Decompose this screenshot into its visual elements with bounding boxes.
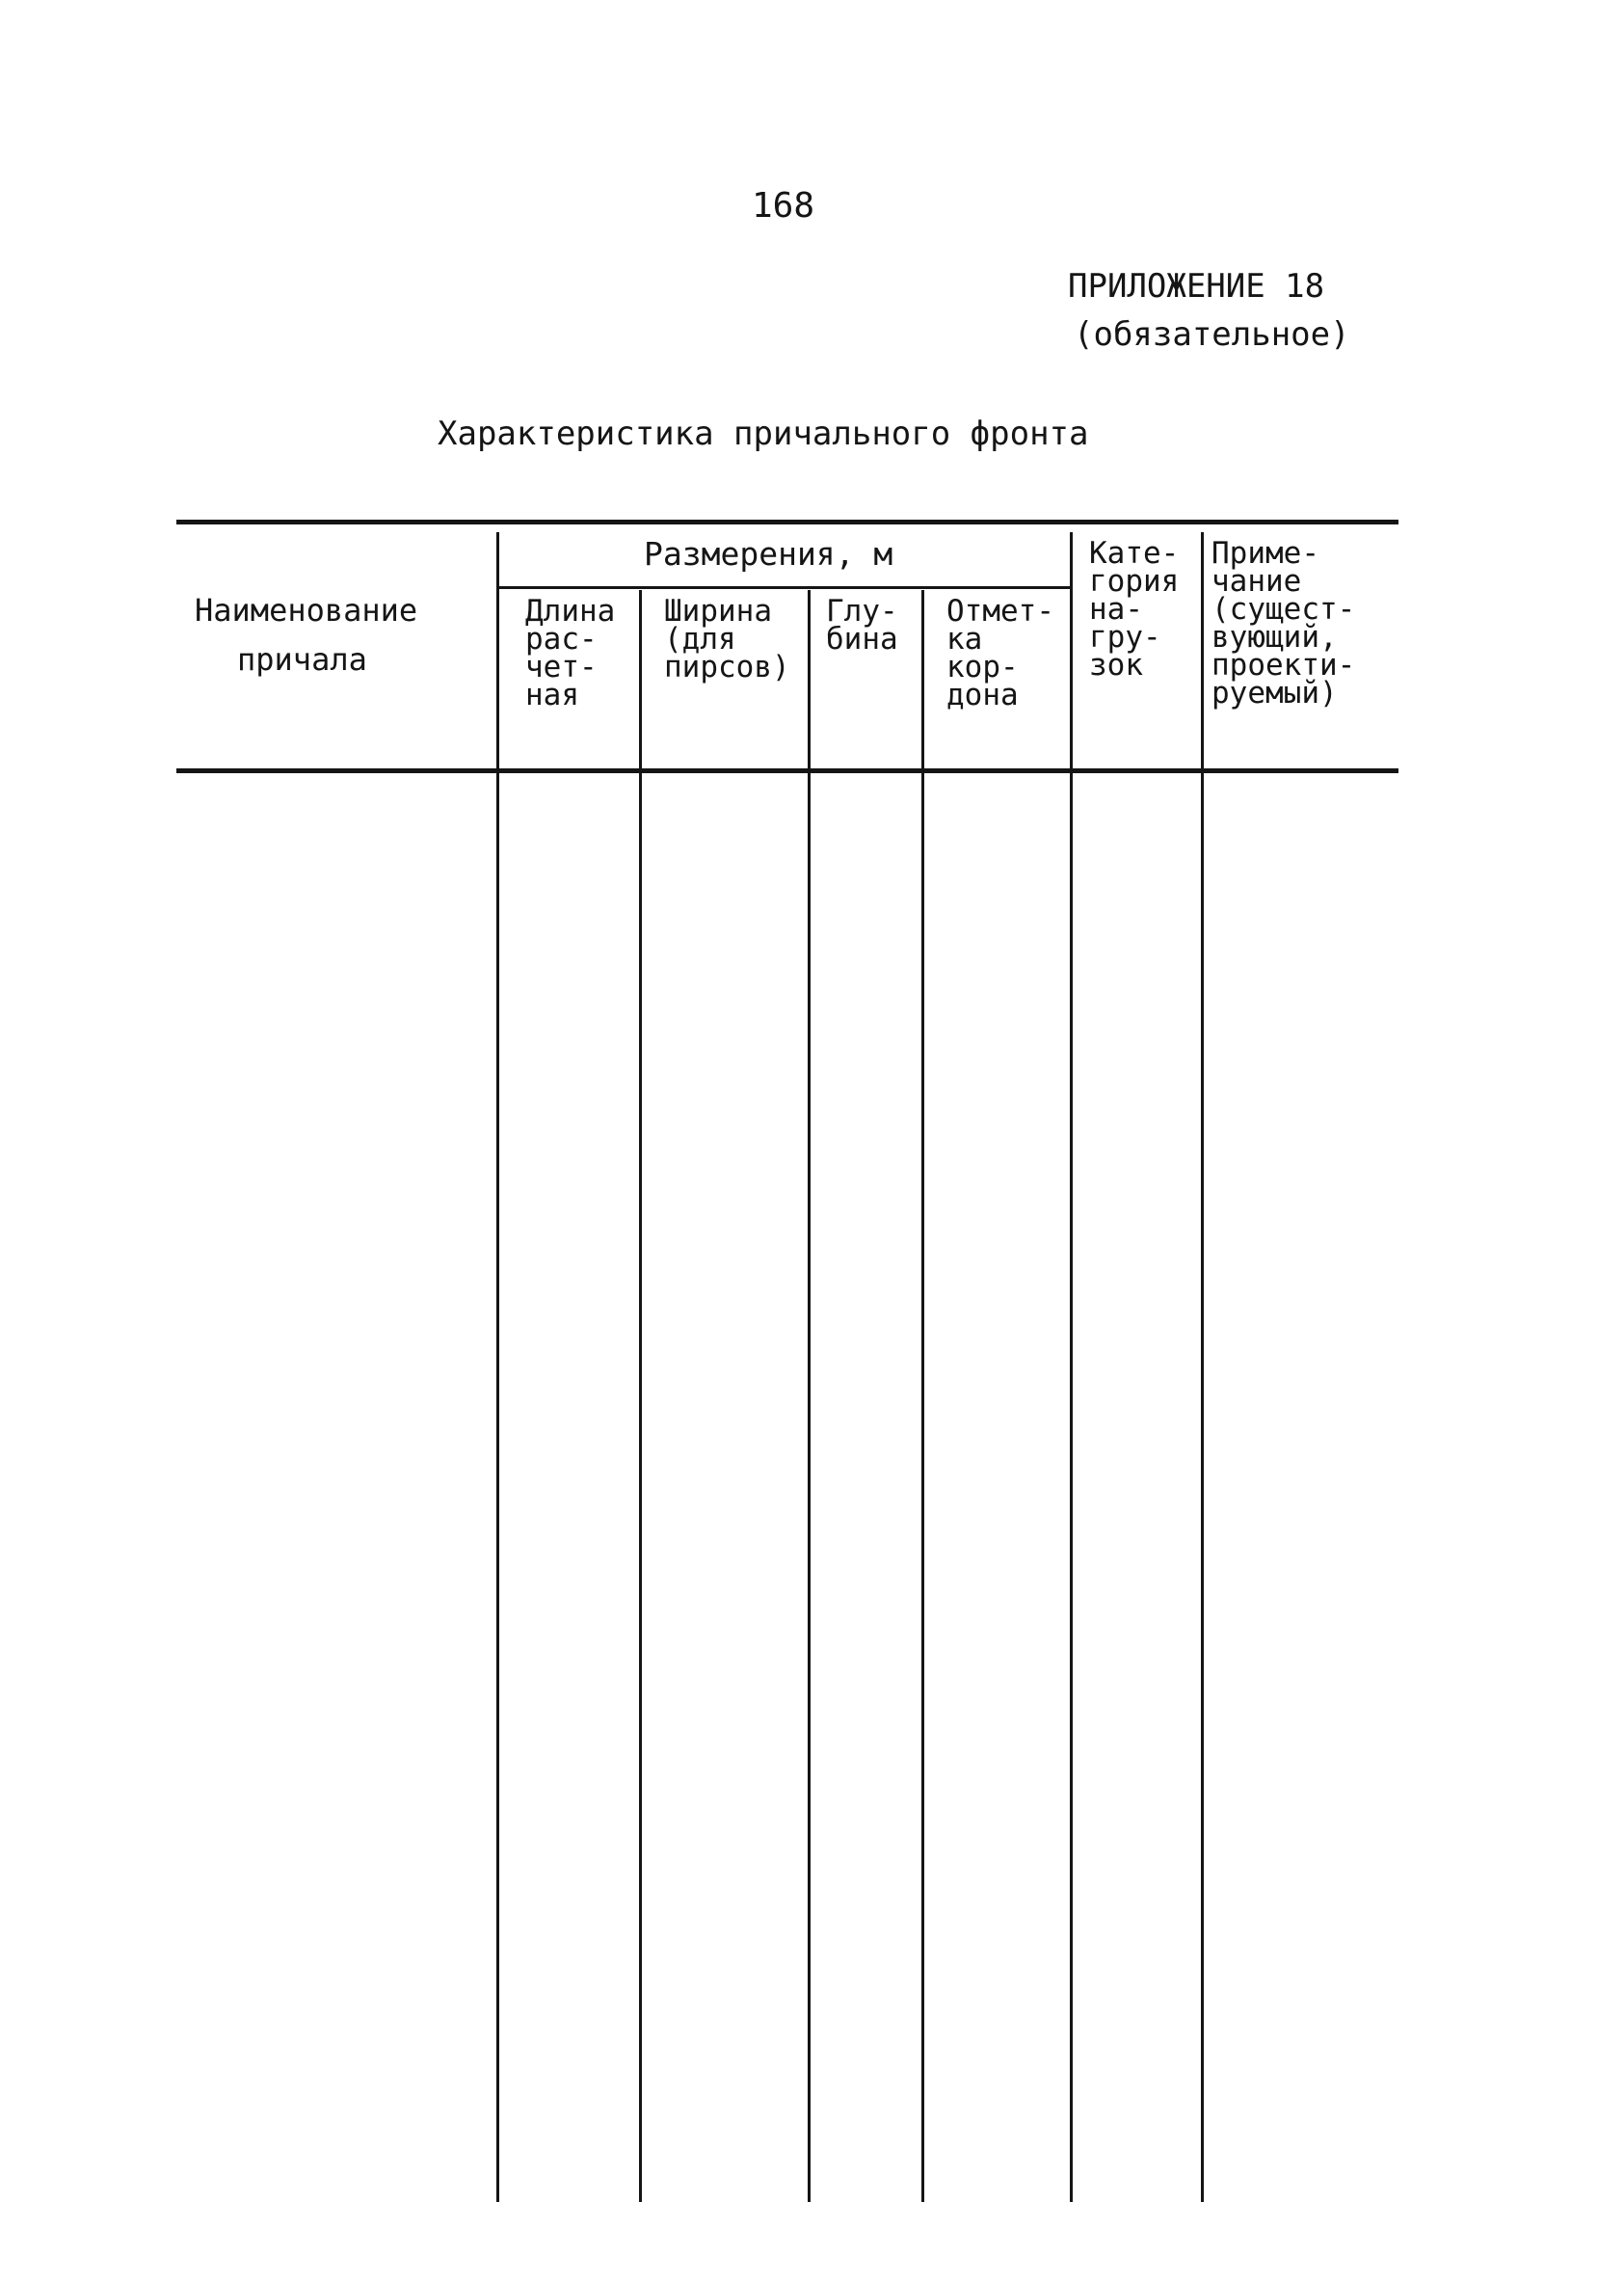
header-depth <box>826 594 898 657</box>
header-line: проекти- <box>1211 648 1356 683</box>
header-line: ка <box>946 622 983 657</box>
header-line: Глу- <box>826 594 898 629</box>
column-divider-5 <box>1070 532 1073 2202</box>
header-line: гория <box>1089 564 1180 599</box>
header-line: Приме- <box>1211 536 1319 571</box>
header-line: бина <box>826 622 898 657</box>
header-line: (для <box>664 622 736 657</box>
header-line: чет- <box>525 650 598 685</box>
header-line: Кате- <box>1089 536 1180 571</box>
header-line: ная <box>525 678 579 712</box>
appendix-label <box>1068 262 1350 359</box>
document-title: Характеристика причального фронта <box>438 415 1089 453</box>
column-divider-6 <box>1201 532 1204 2202</box>
column-divider-3 <box>808 590 811 2202</box>
page-number: 168 <box>752 186 815 226</box>
header-cordon-mark <box>946 594 1054 712</box>
header-pier-width <box>664 594 790 685</box>
header-bottom-rule <box>176 768 1398 773</box>
header-line: на- <box>1089 592 1143 627</box>
header-berth-name <box>195 586 417 685</box>
column-divider-1 <box>496 532 499 2202</box>
header-line: чание <box>1211 564 1302 599</box>
table-top-rule <box>176 520 1398 524</box>
header-line: гру- <box>1089 620 1161 655</box>
header-note <box>1211 536 1356 711</box>
header-line: Ширина <box>664 594 772 629</box>
column-divider-4 <box>921 590 924 2202</box>
header-line: пирсов) <box>664 650 790 685</box>
header-line: Наименование <box>195 592 418 629</box>
header-line: Длина <box>525 594 616 629</box>
header-line: дона <box>946 678 1019 712</box>
column-divider-2 <box>639 590 642 2202</box>
appendix-status: (обязательное) <box>1074 315 1350 354</box>
header-line: рас- <box>525 622 598 657</box>
header-line: (сущест- <box>1211 592 1356 627</box>
header-load-category <box>1089 536 1180 683</box>
header-line: кор- <box>946 650 1019 685</box>
header-line: зок <box>1089 648 1143 683</box>
header-line: вующий, <box>1211 620 1338 655</box>
header-line: руемый) <box>1211 676 1338 711</box>
header-dimensions-group: Размерения, м <box>644 535 893 573</box>
header-line: Отмет- <box>946 594 1054 629</box>
header-design-length <box>525 594 616 712</box>
appendix-number: ПРИЛОЖЕНИЕ 18 <box>1068 267 1325 306</box>
header-line: причала <box>237 641 367 678</box>
group-header-underline <box>498 586 1071 589</box>
